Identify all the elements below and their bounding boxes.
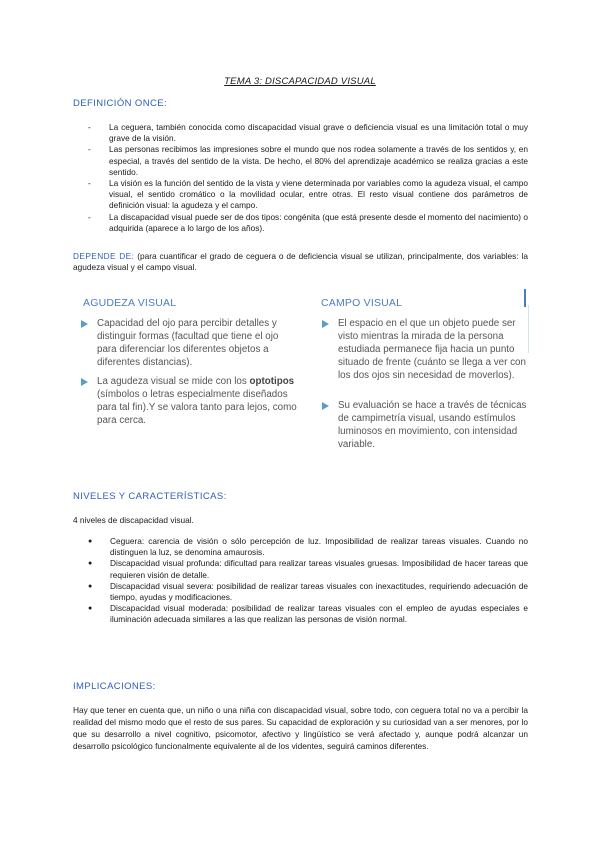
list-item: - La visión es la función del sentido de la vista y viene determinada por variables como la agudeza visual, el campo visual, el sentido cromático o la movilidad ocular, entre otras. El resto visual contiene dos parámetros de definición visual: la agudeza y el campo. [88,178,528,212]
list-item: ● Ceguera: carencia de visión o sólo percepción de luz. Imposibilidad de realizar tareas visuales. Cuando no distinguen la luz, se denomina amaurosis. [88,536,528,558]
definicion-list [88,122,528,234]
definicion-heading: DEFINICIÓN ONCE: [73,98,168,109]
agudeza-title: AGUDEZA VISUAL [83,297,177,309]
depende-label: DEPENDE DE: [73,251,135,261]
campo-bullet-1: El espacio en el que un objeto puede ser visto mientras la mirada de la persona estudiada permanece fija hacia un punto situado de frente (cuánto se llega a ver con los dos ojos sin necesidad de moverlos). [338,317,528,382]
arrow-bullet-icon [81,378,88,386]
list-item: - Las personas recibimos las impresiones sobre el mundo que nos rodea solamente a través de los sentidos y, en especial, a través del sentido de la vista. De hecho, el 80% del aprendizaje académico se realiza gracias a este sentido. [88,144,528,178]
implicaciones-paragraph: Hay que tener en cuenta que, un niño o una niña con discapacidad visual, sobre todo, con ceguera total no va a percibir la realidad del mismo modo que el resto de sus pares. Su capacidad de exploración y su curiosidad van a ser menores, por lo que su desarrollo a nivel cognitivo, psicomotor, afectivo y lingüístico se verá afectado y, aunque podrá alcanzar un desarrollo psicológico funcionalmente equivalente al de los videntes, seguirá caminos diferentes. [73,705,528,751]
arrow-bullet-icon [322,320,329,328]
decorative-line [524,289,526,307]
agudeza-bullet-2: La agudeza visual se mide con los optotipos (símbolos o letras especialmente diseñados para tal fin).Y se valora tanto para lejos, como para cerca. [97,375,297,427]
campo-title: CAMPO VISUAL [321,297,403,309]
list-item: - La ceguera, también conocida como discapacidad visual grave o deficiencia visual es una limitación total o muy grave de la visión. [88,122,528,144]
list-item: ● Discapacidad visual profunda: dificultad para realizar tareas visuales gruesas. Imposibilidad de hacer tareas que requieren visión de detalle. [88,558,528,580]
niveles-list [88,536,528,626]
niveles-heading: NIVELES Y CARACTERÍSTICAS: [73,491,227,502]
depende-paragraph [73,251,528,273]
decorative-line [528,305,529,353]
list-item: ● Discapacidad visual severa: posibilidad de realizar tareas visuales con inexactitudes, requiriendo adecuación de tiempo, ayudas y modificaciones. [88,581,528,603]
implicaciones-heading: IMPLICACIONES: [73,681,156,692]
arrow-bullet-icon [81,320,88,328]
optotipos-term: optotipos [249,376,295,387]
niveles-intro: 4 niveles de discapacidad visual. [73,515,194,525]
list-item: ● Discapacidad visual moderada: posibilidad de realizar tareas visuales con el empleo de ayudas especiales e iluminación adecuada similares a las que realizan las personas de visión normal. [88,603,528,625]
depende-text: (para cuantificar el grado de ceguera o de deficiencia visual se utilizan, principalmente, dos variables: la agudeza visual y el campo visual. [73,251,528,273]
arrow-bullet-icon [322,402,329,410]
agudeza-bullet-1: Capacidad del ojo para percibir detalles y distinguir formas (facultad que tiene el ojo para diferenciar los diferentes objetos a diferentes distancias). [97,317,297,369]
page-title: TEMA 3: DISCAPACIDAD VISUAL [224,76,376,87]
variables-figure [73,289,530,457]
campo-bullet-2: Su evaluación se hace a través de técnicas de campimetría visual, usando estímulos luminosos en movimiento, con intensidad variable. [338,399,528,451]
list-item: - La discapacidad visual puede ser de dos tipos: congénita (que está presente desde el momento del nacimiento) o adquirida (aparece a lo largo de los años). [88,212,528,234]
